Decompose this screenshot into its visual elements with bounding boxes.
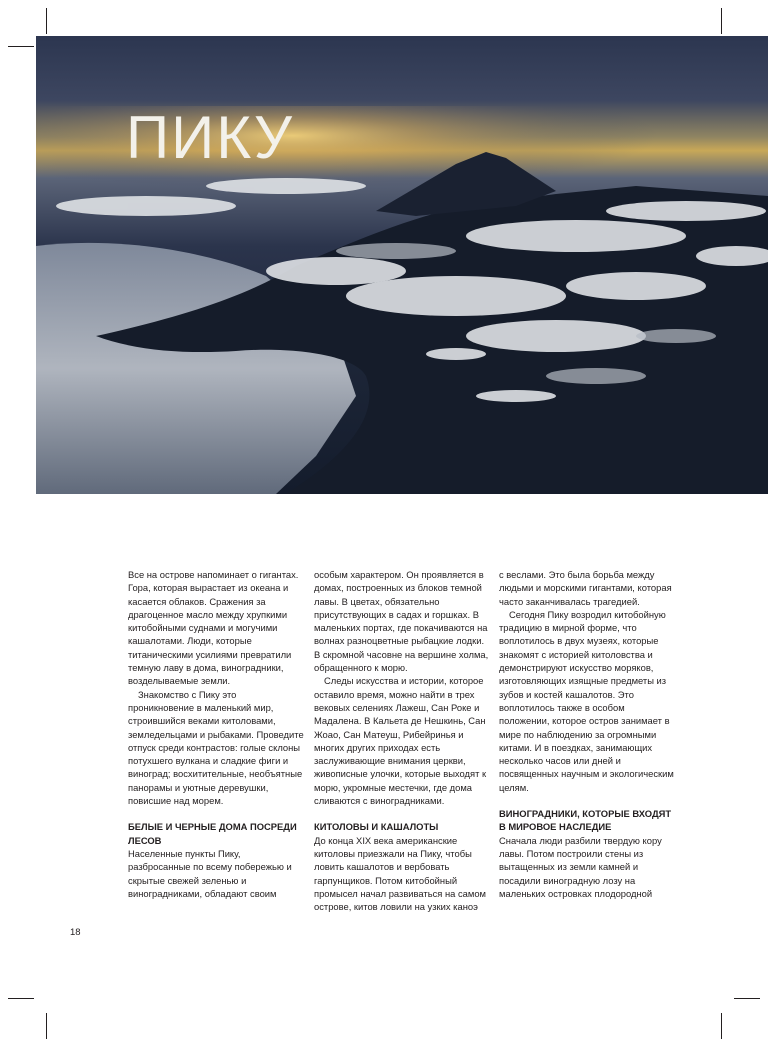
paragraph: с веслами. Это была борьба между людьми и морскими гигантами, которая часто заканчивалась трагедией. [499, 569, 672, 607]
paragraph: Следы искусства и истории, которое оставило время, можно найти в трех вековых селениях Лажеш, Сан Роке и Мадалена. В Кальета де Нешкинь, Сан Жоао, Сан Матеуш, Рибейринья и многих других приходах есть заслуживающие внимания церкви, живописные улочки, которые выходят к морю, укромные местечки, где дома сливаются с виноградниками. [314, 675, 487, 807]
text-column-1 [128, 568, 304, 900]
crop-mark [8, 998, 34, 999]
crop-mark [721, 1013, 722, 1039]
page-title: ПИКУ [126, 104, 294, 171]
paragraph: Сначала люди разбили твердую кору лавы. Потом построили стены из вытащенных из земли камней и посадили виноградную лозу на маленьких островках плодородной [499, 834, 662, 899]
paragraph: Знакомство с Пику это проникновение в маленький мир, строившийся веками китоловами, земледельцами и рыбаками. Проведите отпуск среди контрастов: голые склоны потухшего вулкана и сладкие фиги и виноград; восхитительные, необъятные панорамы и уютные деревушки, повисшие над морем. [128, 688, 304, 807]
paragraph: Населенные пункты Пику, разбросанные по всему побережью и скрытые свежей зеленью и виноградниками, обладают своим [128, 847, 292, 899]
crop-mark [46, 1013, 47, 1039]
text-column-2 [314, 568, 490, 913]
page-number: 18 [70, 927, 81, 938]
crop-mark [46, 8, 47, 34]
text-column-3 [499, 568, 675, 900]
section-heading: КИТОЛОВЫ И КАШАЛОТЫ [314, 821, 439, 833]
crop-mark [721, 8, 722, 34]
section-heading: ВИНОГРАДНИКИ, КОТОРЫЕ ВХОДЯТ В МИРОВОЕ НАСЛЕДИЕ [499, 808, 672, 833]
paragraph: Все на острове напоминает о гигантах. Гора, которая вырастает из океана и касается облаков. Сражения за драгоценное масло между хрупкими китобойными суднами и могучими кашалотами. Люди, которые титаническими усилиями превратили темную лаву в дома, виноградники, возделываемые земли. [128, 569, 299, 687]
paragraph: До конца XIX века американские китоловы приезжали на Пику, чтобы ловить кашалотов и вербовать гарпунщиков. Потом китобойный промысел начал развиваться на самом острове, китов ловили на узких каноэ [314, 834, 486, 913]
hero-photo [36, 36, 768, 494]
section-heading: БЕЛЫЕ И ЧЕРНЫЕ ДОМА ПОСРЕДИ ЛЕСОВ [128, 821, 297, 846]
crop-mark [734, 998, 760, 999]
paragraph: Сегодня Пику возродил китобойную традицию в мирной форме, что воплотилось в двух музеях, которые знакомят с историей китоловства и демонстрируют искусство моряков, изготовляющих изящные предметы из зубов и костей кашалотов. Это воплотилось также в особом положении, которое остров занимает в мире по наблюдению за огромными китами. И в поездках, занимающих несколько часов или дней и посвященных научным и экологическим целям. [499, 608, 674, 793]
paragraph: особым характером. Он проявляется в домах, построенных из блоков темной лавы. В цветах, обязательно присутствующих в садах и горшках. В маленьких портах, где покачиваются на волнах разноцветные рыбацкие лодки. В скромной часовне на вершине холма, обращенного к морю. [314, 569, 489, 674]
crop-mark [8, 46, 34, 47]
